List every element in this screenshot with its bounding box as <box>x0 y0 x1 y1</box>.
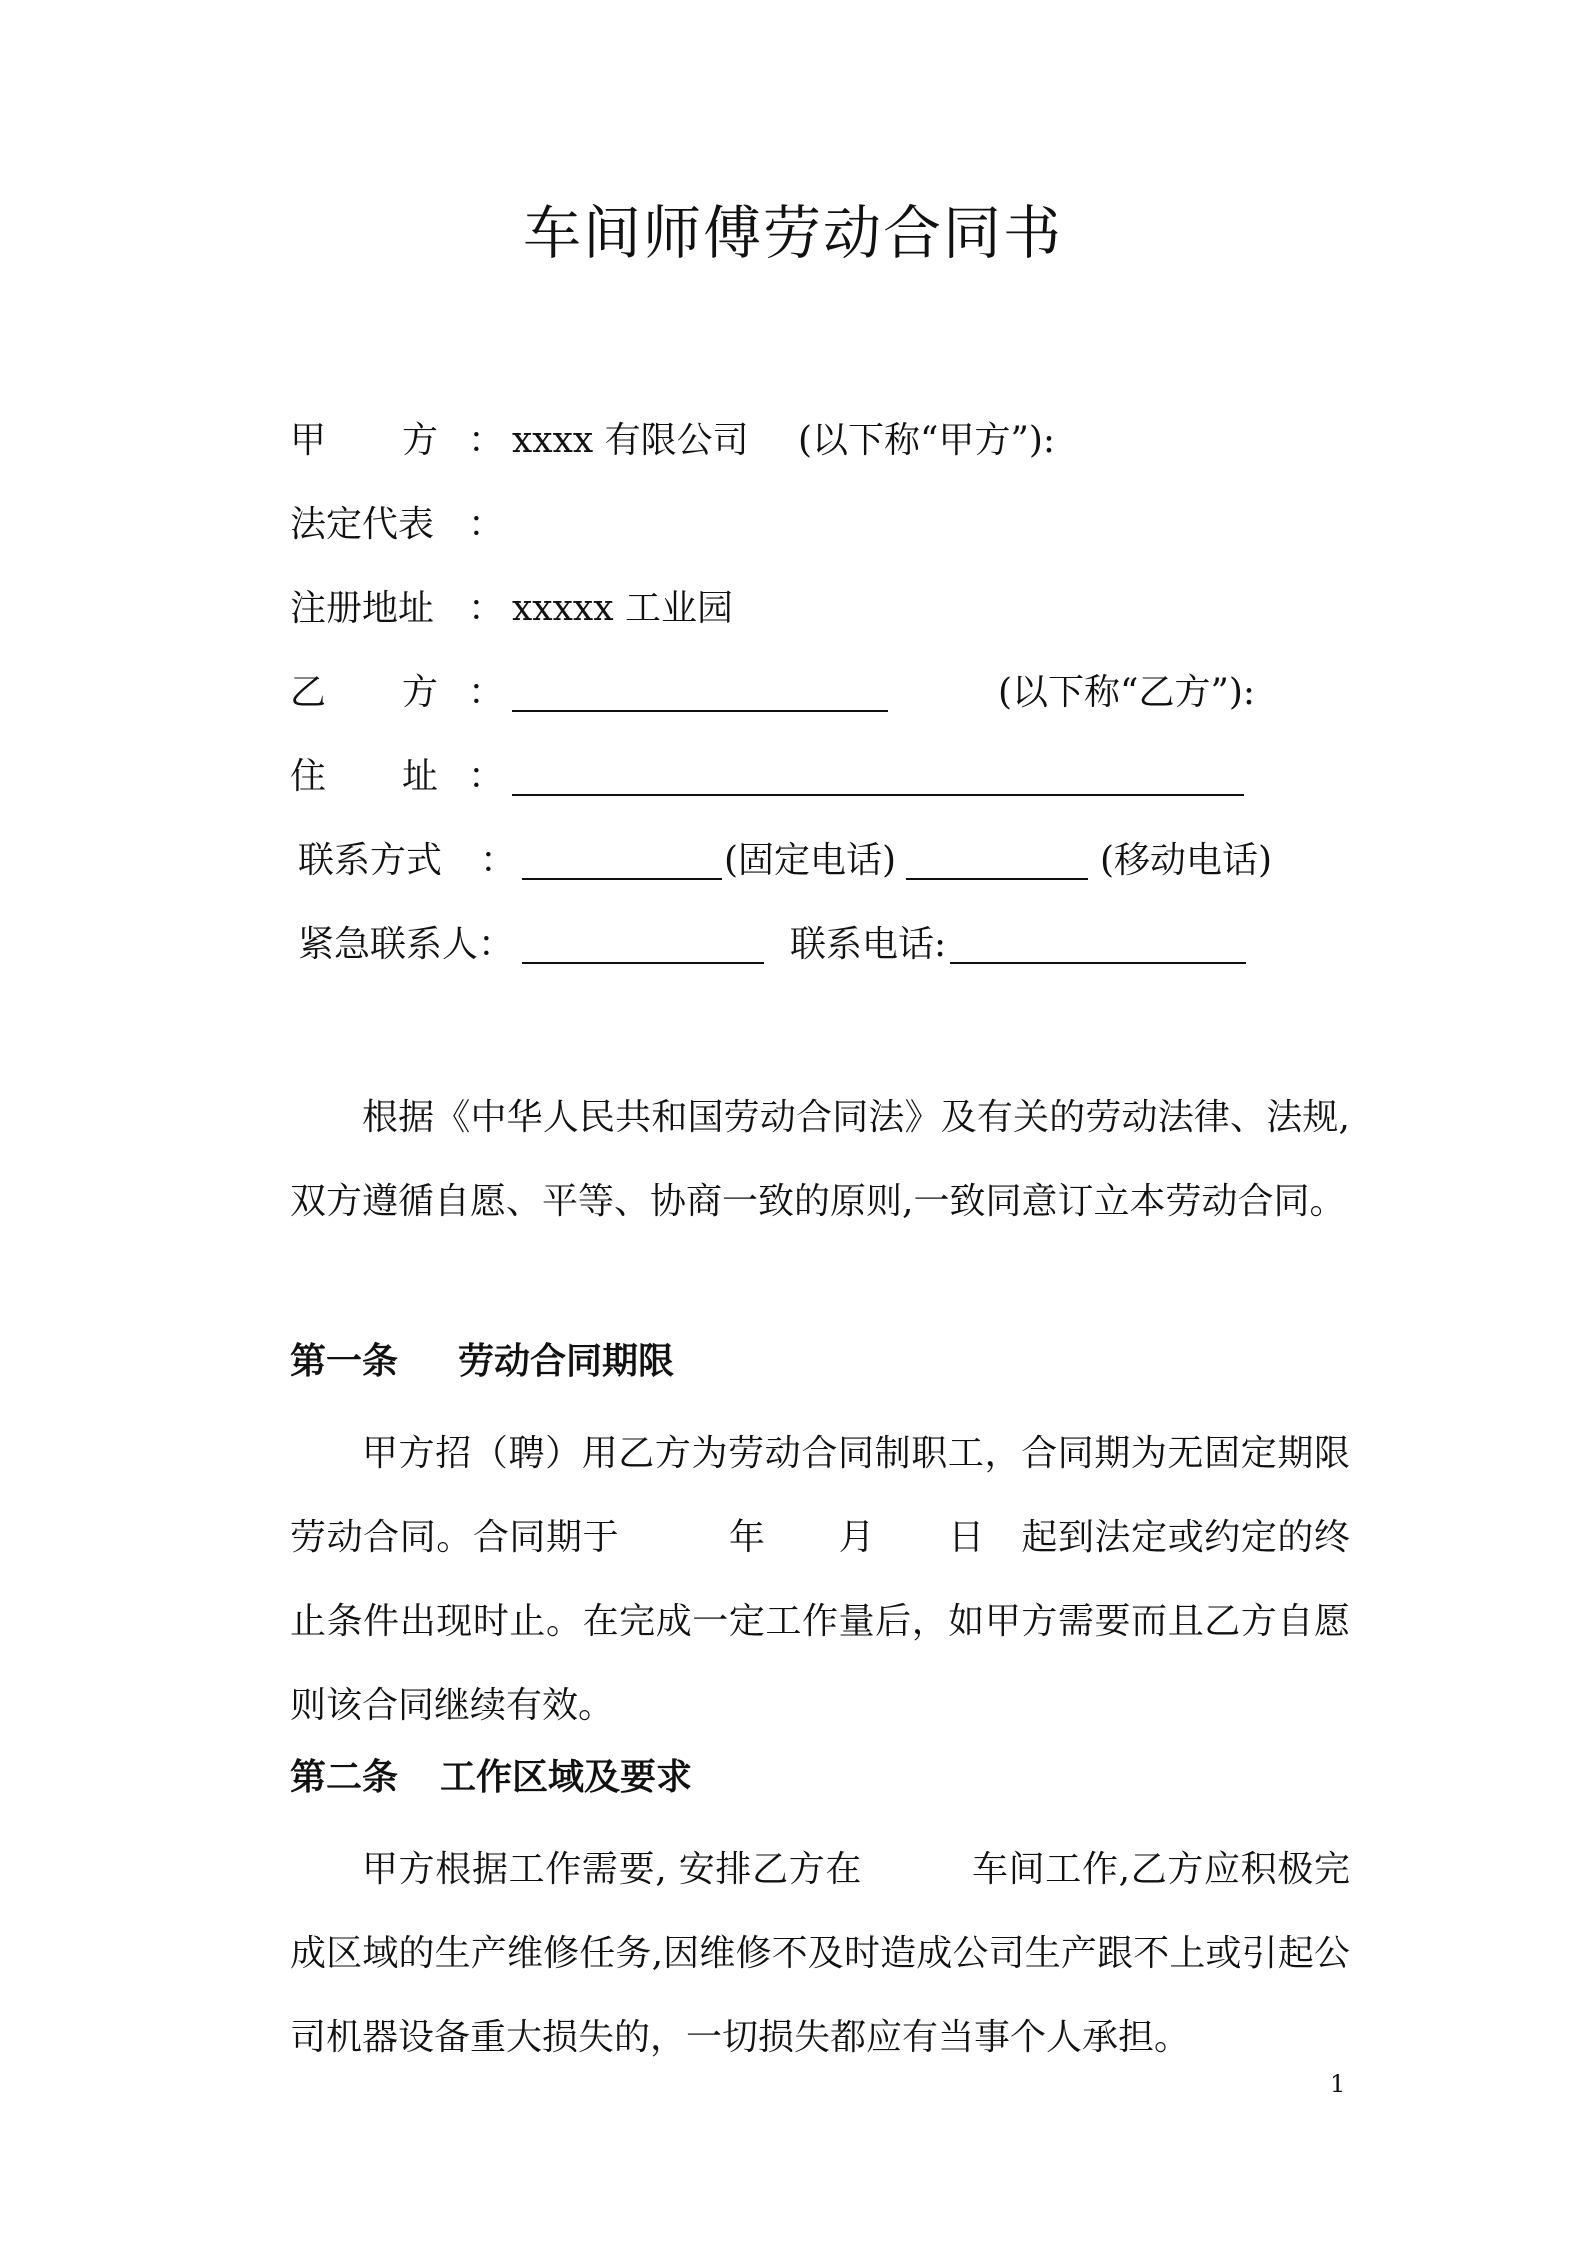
mobile-label: (移动电话) <box>1100 840 1273 881</box>
legal-rep-colon: ： <box>468 504 505 545</box>
party-a-value: xxxx 有限公司 <box>512 420 749 461</box>
article-2-paragraph <box>290 1828 1350 2080</box>
article-2-number: 第二条 <box>290 1756 399 1798</box>
address-label-2: 址 <box>402 756 439 797</box>
page-number: 1 <box>1330 2070 1346 2098</box>
mobile-blank-line <box>906 878 1088 880</box>
fixed-phone-label: (固定电话) <box>724 840 897 881</box>
legal-rep-label: 法定代表 <box>290 504 435 545</box>
article-1-body: 甲方招（聘）用乙方为劳动合同制职工，合同期为无固定期限劳动合同。合同期于 年 月 日 起到法定或约定的终止条件出现时止。在完成一定工作量后，如甲方需要而且乙方自愿则该合同继续有效。 <box>290 1433 1350 1726</box>
party-a-alias: (以下称“甲方”): <box>798 420 1056 461</box>
intro-text: 根据《中华人民共和国劳动合同法》及有关的劳动法律、法规, 双方遵循自愿、平等、协商一致的原则,一致同意订立本劳动合同。 <box>290 1097 1350 1222</box>
article-1-number: 第一条 <box>290 1340 399 1382</box>
party-b-label-1: 乙 <box>290 672 327 713</box>
article-2-title: 工作区域及要求 <box>440 1756 693 1798</box>
article-1-paragraph <box>290 1412 1350 1748</box>
party-b-alias: (以下称“乙方”): <box>998 672 1256 713</box>
article-2-body: 甲方根据工作需要, 安排乙方在 车间工作,乙方应积极完成区域的生产维修任务,因维修不及时造成公司生产跟不上或引起公司机器设备重大损失的，一切损失都应有当事个人承担。 <box>290 1849 1350 2058</box>
reg-address-colon: ： <box>468 588 505 629</box>
party-a-label-1: 甲 <box>290 420 327 461</box>
party-b-colon: ： <box>468 672 505 713</box>
address-blank-line <box>512 794 1244 796</box>
reg-address-value: xxxxx 工业园 <box>512 588 733 629</box>
party-a-colon: ： <box>468 420 505 461</box>
contact-label: 联系方式 <box>298 840 443 881</box>
emergency-phone-blank-line <box>950 962 1246 964</box>
address-colon: ： <box>468 756 505 797</box>
address-label-1: 住 <box>290 756 327 797</box>
emergency-name-blank-line <box>522 962 764 964</box>
party-b-blank-line <box>512 710 888 712</box>
fixed-phone-blank-line <box>522 878 722 880</box>
intro-paragraph <box>290 1076 1350 1244</box>
reg-address-label: 注册地址 <box>290 588 435 629</box>
party-b-label-2: 方 <box>402 672 439 713</box>
party-a-label-2: 方 <box>402 420 439 461</box>
article-1-title: 劳动合同期限 <box>458 1340 675 1382</box>
emergency-label: 紧急联系人： <box>298 924 515 965</box>
contact-colon: ： <box>480 840 517 881</box>
emergency-phone-label: 联系电话: <box>790 924 947 965</box>
document-title: 车间师傅劳动合同书 <box>522 199 1063 267</box>
